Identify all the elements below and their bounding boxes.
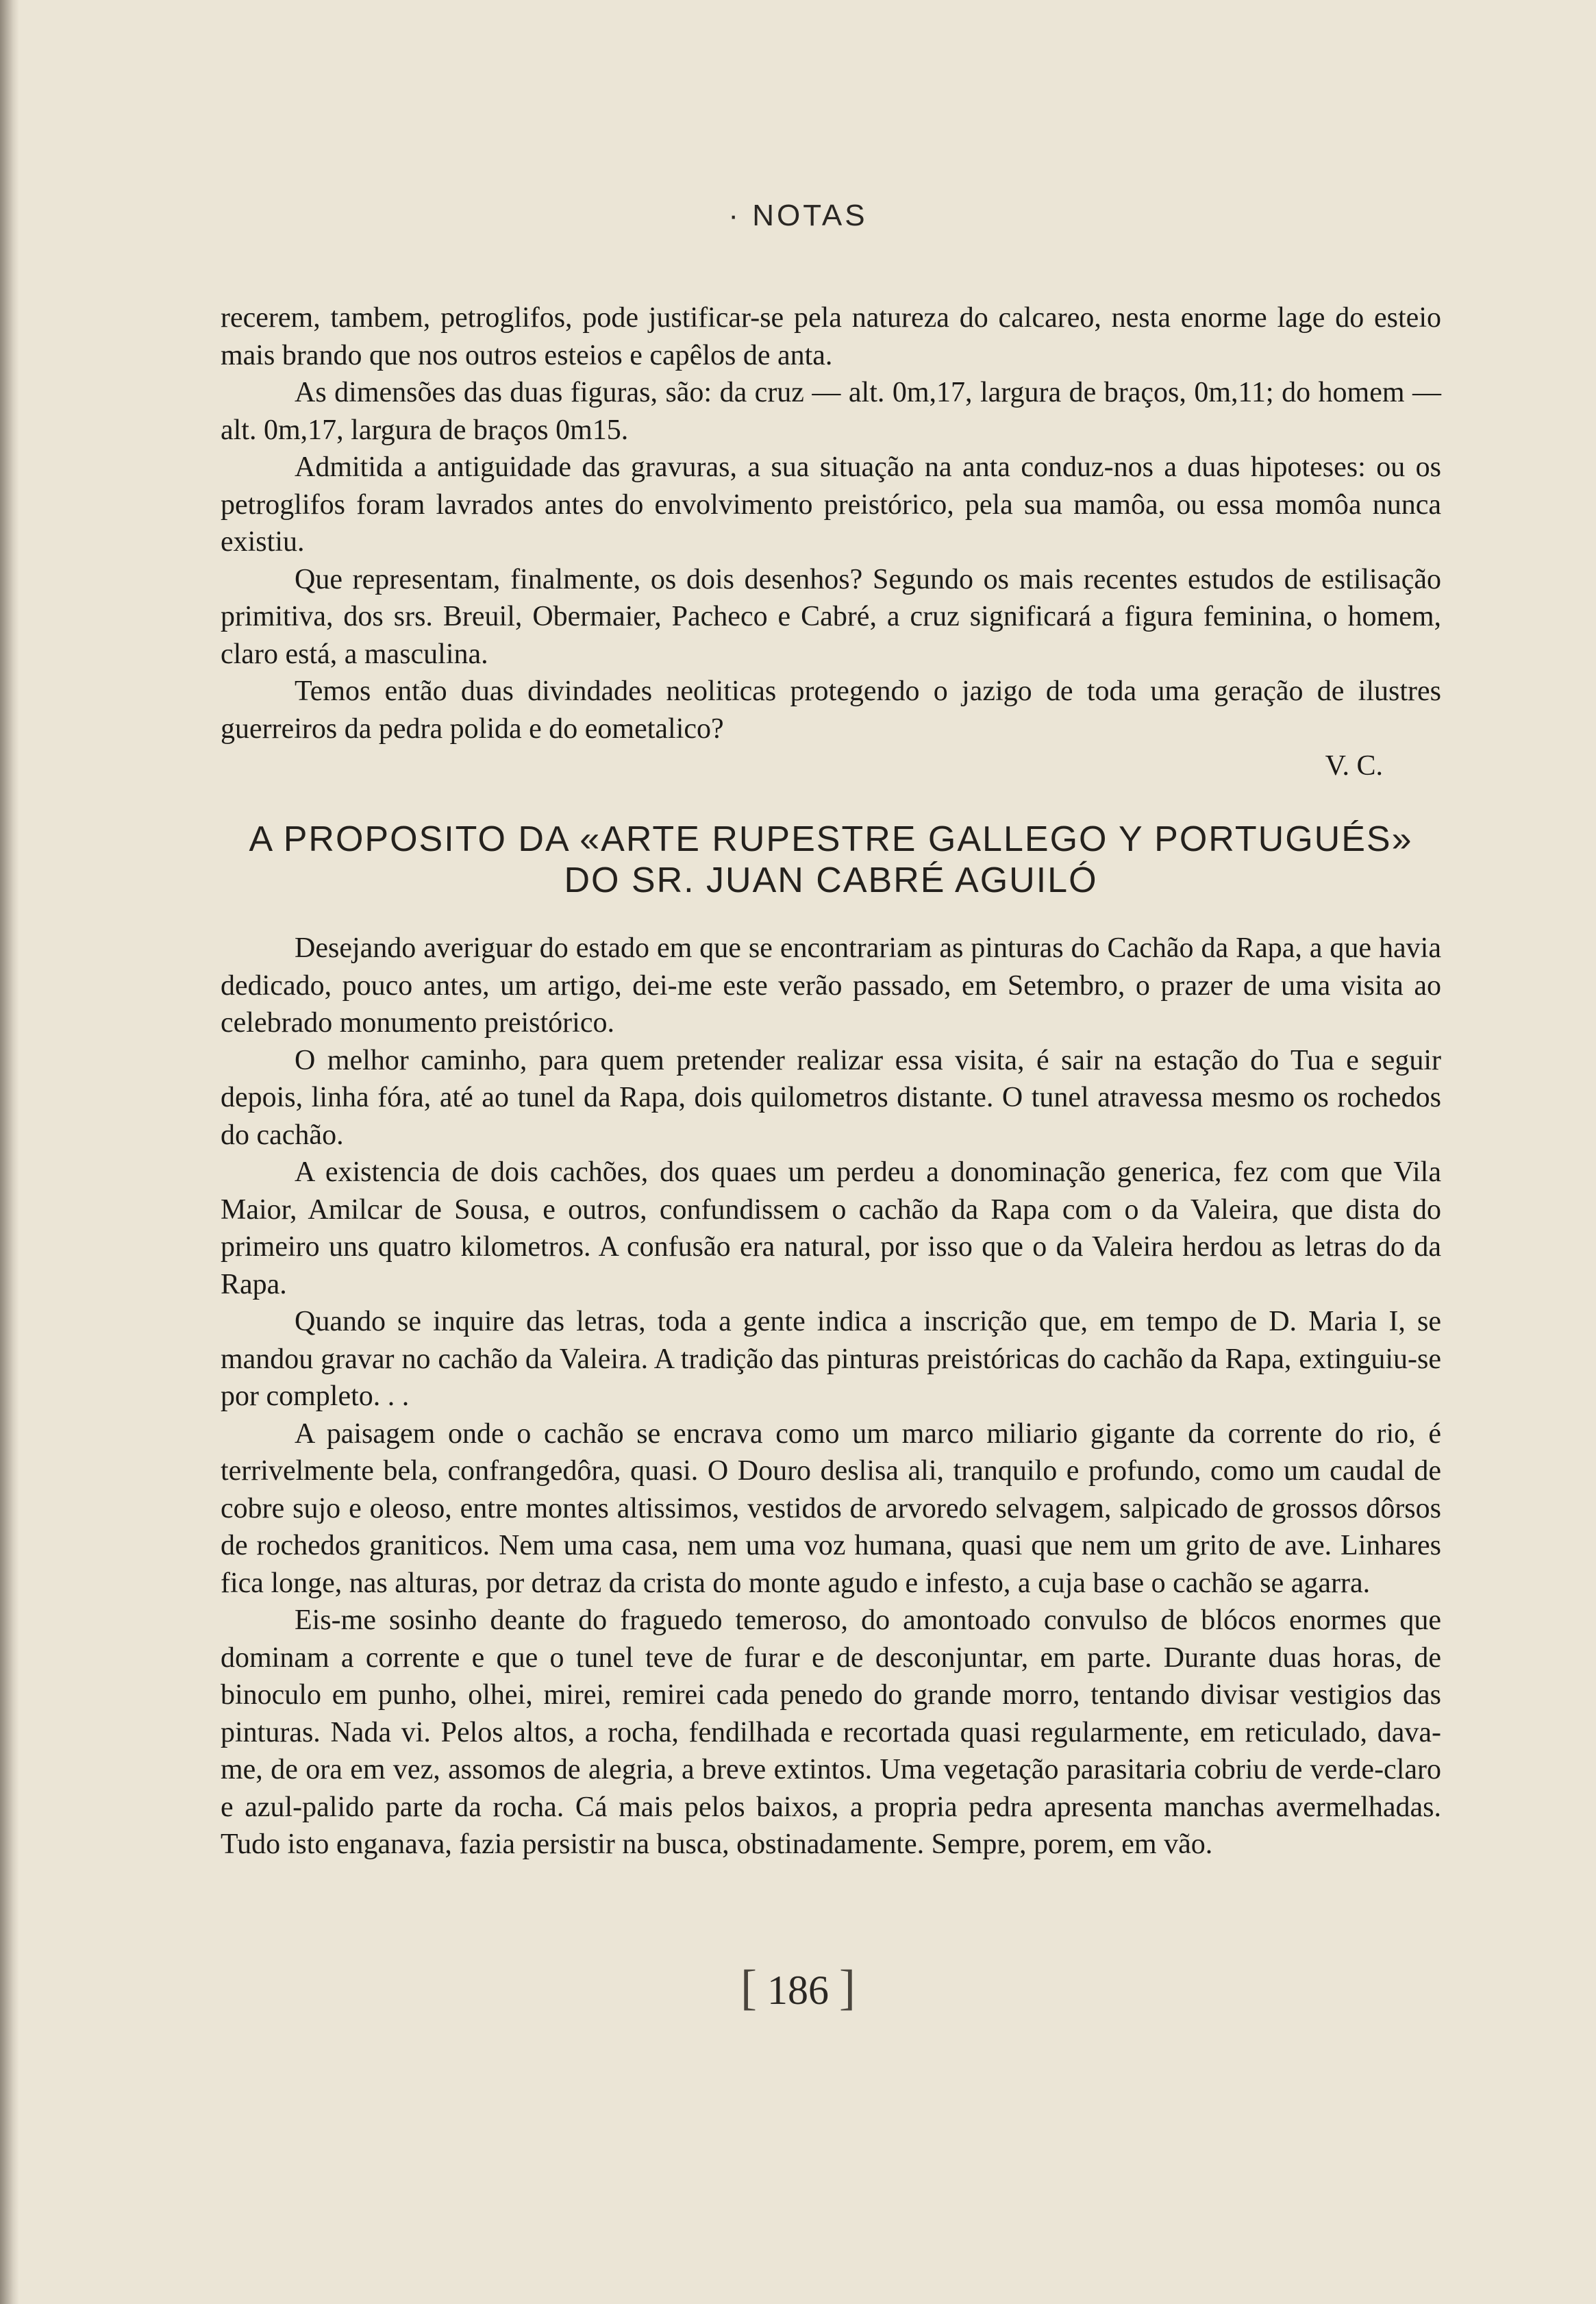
heading-line: DO SR. JUAN CABRÉ AGUILÓ xyxy=(564,860,1098,900)
article-body xyxy=(221,930,1441,1863)
folio-number: 186 xyxy=(767,1968,829,2013)
paragraph: recerem, tambem, petroglifos, pode justificar-se pela natureza do calcareo, nesta enorme lage do esteio mais brando que nos outros esteios e capêlos de anta. xyxy=(221,302,1441,371)
heading-line: A PROPOSITO DA «ARTE RUPESTRE GALLEGO Y PORTUGUÉS» xyxy=(249,819,1413,859)
folio-bracket-open: [ xyxy=(740,1960,757,2015)
paragraph: Quando se inquire das letras, toda a gente indica a inscrição que, em tempo de D. Maria I, se mandou gravar no cachão da Valeira. A tradição das pinturas preistóricas do cachão da Rapa, extinguiu-se por completo. . . xyxy=(221,1306,1441,1412)
page-binding-edge xyxy=(0,0,19,2304)
paragraph: Temos então duas divindades neoliticas protegendo o jazigo de toda uma geração de ilustres guerreiros da pedra polida e do eometalico? xyxy=(221,676,1441,745)
page-number xyxy=(0,1959,1596,2016)
paragraph: A paisagem onde o cachão se encrava como um marco miliario gigante da corrente do rio, é terrivelmente bela, confrangedôra, quasi. O Douro deslisa ali, tranquilo e profundo, como um caudal de cobre sujo e oleoso, entre montes altissimos, vestidos de arvoredo selvagem, salpicado de grossos dôrsos de rochedos graniticos. Nem uma casa, nem uma voz humana, quasi que nem um grito de ave. Linhares fica longe, nas alturas, por detraz da crista do monte agudo e infesto, a cuja base o cachão se agarra. xyxy=(221,1417,1441,1599)
paragraph: Eis-me sosinho deante do fraguedo temeroso, do amontoado convulso de blócos enormes que dominam a corrente e que o tunel teve de furar e de desconjuntar, em parte. Durante duas horas, de binoculo em punho, olhei, mirei, remirei cada penedo do grande morro, tentando divisar vestigios das pinturas. Nada vi. Pelos altos, a rocha, fendilhada e recortada quasi regularmente, em reticulado, dava-me, de ora em vez, assomos de alegria, a breve extintos. Uma vegetação parasitaria cobriu de verde-claro e azul-palido parte da rocha. Cá mais pelos baixos, a propria pedra apresenta manchas avermelhadas. Tudo isto enganava, fazia persistir na busca, obstinadamente. Sempre, porem, em vão. xyxy=(221,1605,1441,1860)
paragraph: A existencia de dois cachões, dos quaes um perdeu a donominação generica, fez com que Vila Maior, Amilcar de Sousa, e outros, confundissem o cachão da Rapa com o da Valeira, que dista do primeiro uns quatro kilometros. A confusão era natural, por isso que o da Valeira herdou as letras do da Rapa. xyxy=(221,1156,1441,1300)
paragraph: O melhor caminho, para quem pretender realizar essa visita, é sair na estação do Tua e seguir depois, linha fóra, até ao tunel da Rapa, dois quilometros distante. O tunel atravessa mesmo os rochedos do cachão. xyxy=(221,1044,1441,1151)
running-head: · NOTAS xyxy=(728,199,868,232)
folio-bracket-close: ] xyxy=(839,1960,856,2015)
paragraph: Admitida a antiguidade das gravuras, a sua situação na anta conduz-nos a duas hipoteses: ou os petroglifos foram lavrados antes do envolvimento preistórico, pela sua mamôa, ou essa momôa nunca existiu. xyxy=(221,451,1441,558)
paragraph: As dimensões das duas figuras, são: da cruz — alt. 0m,17, largura de braços, 0m,11; do homem — alt. 0m,17, largura de braços 0m15. xyxy=(221,377,1441,446)
author-signature: V. C. xyxy=(1325,750,1383,782)
section-heading xyxy=(221,819,1441,901)
notes-section xyxy=(221,299,1441,785)
paragraph: Que representam, finalmente, os dois desenhos? Segundo os mais recentes estudos de estilisação primitiva, dos srs. Breuil, Obermaier, Pacheco e Cabré, a cruz significará a figura feminina, o homem, claro está, a masculina. xyxy=(221,563,1441,670)
paragraph: Desejando averiguar do estado em que se encontrariam as pinturas do Cachão da Rapa, a que havia dedicado, pouco antes, um artigo, dei-me este verão passado, em Setembro, o prazer de uma visita ao celebrado monumento preistórico. xyxy=(221,932,1441,1039)
